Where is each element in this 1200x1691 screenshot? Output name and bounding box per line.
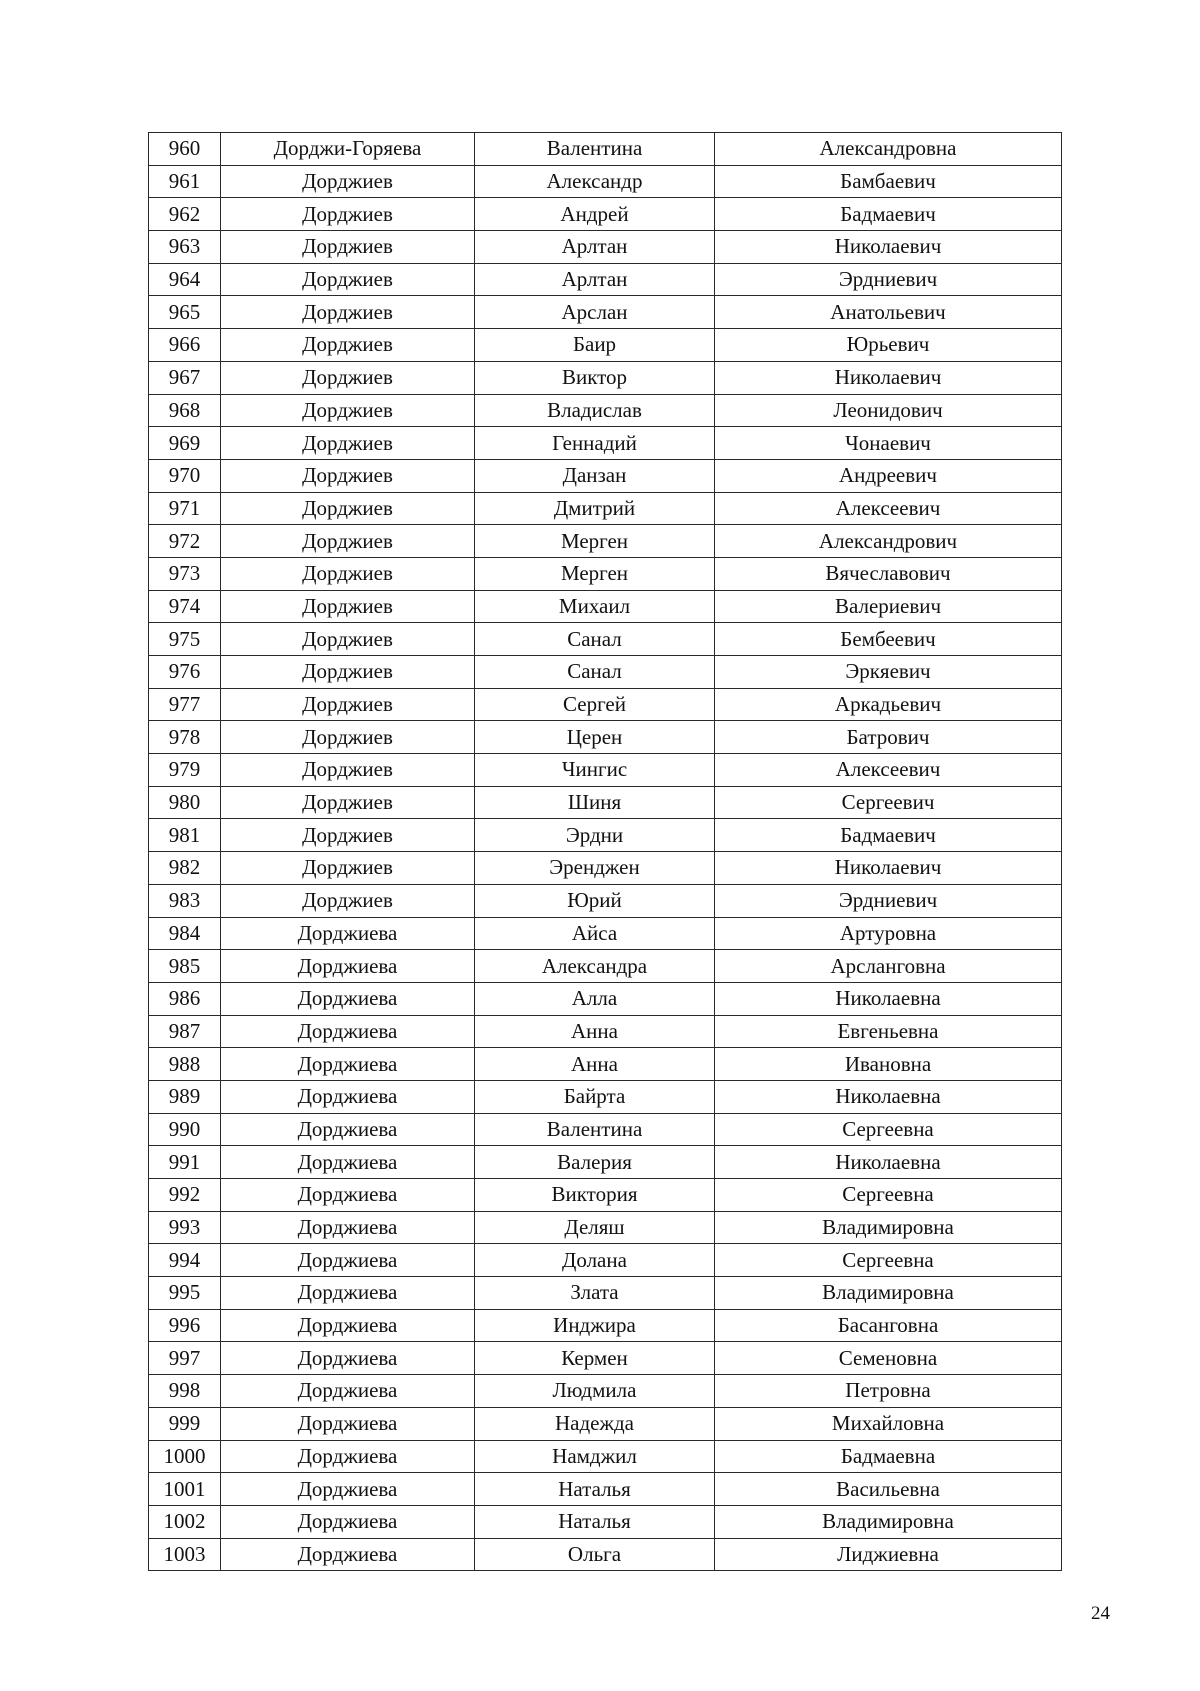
first-name: Эренджен	[475, 852, 715, 885]
row-number: 968	[149, 394, 221, 427]
last-name: Дорджиев	[221, 263, 475, 296]
first-name: Анна	[475, 1048, 715, 1081]
table-row	[149, 688, 1062, 721]
table-row	[149, 1440, 1062, 1473]
last-name: Дорджиев	[221, 198, 475, 231]
last-name: Дорджиева	[221, 1505, 475, 1538]
first-name: Эрдни	[475, 819, 715, 852]
first-name: Сергей	[475, 688, 715, 721]
table-row	[149, 884, 1062, 917]
last-name: Дорджи-Горяева	[221, 133, 475, 166]
patronymic: Вячеславович	[715, 557, 1062, 590]
table-row	[149, 590, 1062, 623]
first-name: Александра	[475, 950, 715, 983]
patronymic: Эрдниевич	[715, 884, 1062, 917]
first-name: Андрей	[475, 198, 715, 231]
first-name: Байрта	[475, 1080, 715, 1113]
row-number: 971	[149, 492, 221, 525]
first-name: Арлтан	[475, 263, 715, 296]
table-row	[149, 296, 1062, 329]
first-name: Шиня	[475, 786, 715, 819]
last-name: Дорджиев	[221, 459, 475, 492]
patronymic: Михайловна	[715, 1407, 1062, 1440]
last-name: Дорджиев	[221, 525, 475, 558]
last-name: Дорджиева	[221, 982, 475, 1015]
row-number: 977	[149, 688, 221, 721]
first-name: Геннадий	[475, 427, 715, 460]
row-number: 996	[149, 1309, 221, 1342]
table-row	[149, 133, 1062, 166]
patronymic: Александровна	[715, 133, 1062, 166]
first-name: Деляш	[475, 1211, 715, 1244]
table-row	[149, 982, 1062, 1015]
row-number: 966	[149, 329, 221, 362]
first-name: Людмила	[475, 1375, 715, 1408]
patronymic: Арсланговна	[715, 950, 1062, 983]
row-number: 983	[149, 884, 221, 917]
table-row	[149, 721, 1062, 754]
table-row	[149, 557, 1062, 590]
patronymic: Эрдниевич	[715, 263, 1062, 296]
row-number: 964	[149, 263, 221, 296]
first-name: Дмитрий	[475, 492, 715, 525]
last-name: Дорджиева	[221, 1080, 475, 1113]
last-name: Дорджиев	[221, 721, 475, 754]
patronymic: Николаевна	[715, 982, 1062, 1015]
table-row	[149, 1277, 1062, 1310]
row-number: 965	[149, 296, 221, 329]
table-row	[149, 394, 1062, 427]
last-name: Дорджиева	[221, 1211, 475, 1244]
row-number: 970	[149, 459, 221, 492]
last-name: Дорджиев	[221, 623, 475, 656]
last-name: Дорджиев	[221, 590, 475, 623]
row-number: 982	[149, 852, 221, 885]
last-name: Дорджиев	[221, 492, 475, 525]
last-name: Дорджиева	[221, 950, 475, 983]
table-row	[149, 1179, 1062, 1212]
last-name: Дорджиева	[221, 1375, 475, 1408]
last-name: Дорджиева	[221, 1342, 475, 1375]
last-name: Дорджиев	[221, 296, 475, 329]
table-row	[149, 950, 1062, 983]
table-row	[149, 329, 1062, 362]
table-row	[149, 427, 1062, 460]
patronymic: Сергеевна	[715, 1113, 1062, 1146]
last-name: Дорджиева	[221, 1244, 475, 1277]
last-name: Дорджиев	[221, 361, 475, 394]
first-name: Айса	[475, 917, 715, 950]
row-number: 969	[149, 427, 221, 460]
last-name: Дорджиева	[221, 1538, 475, 1571]
table-row	[149, 263, 1062, 296]
table-row	[149, 198, 1062, 231]
first-name: Санал	[475, 656, 715, 689]
patronymic: Валериевич	[715, 590, 1062, 623]
table-row	[149, 1342, 1062, 1375]
patronymic: Артуровна	[715, 917, 1062, 950]
row-number: 967	[149, 361, 221, 394]
table-row	[149, 656, 1062, 689]
row-number: 994	[149, 1244, 221, 1277]
patronymic: Александрович	[715, 525, 1062, 558]
row-number: 998	[149, 1375, 221, 1408]
patronymic: Николаевна	[715, 1146, 1062, 1179]
patronymic: Эркяевич	[715, 656, 1062, 689]
row-number: 974	[149, 590, 221, 623]
first-name: Михаил	[475, 590, 715, 623]
first-name: Виктория	[475, 1179, 715, 1212]
first-name: Валентина	[475, 1113, 715, 1146]
first-name: Юрий	[475, 884, 715, 917]
patronymic: Владимировна	[715, 1505, 1062, 1538]
patronymic: Бембеевич	[715, 623, 1062, 656]
first-name: Владислав	[475, 394, 715, 427]
first-name: Ольга	[475, 1538, 715, 1571]
table-row	[149, 819, 1062, 852]
last-name: Дорджиев	[221, 557, 475, 590]
patronymic: Басанговна	[715, 1309, 1062, 1342]
table-row	[149, 492, 1062, 525]
patronymic: Бадмаевич	[715, 819, 1062, 852]
row-number: 1000	[149, 1440, 221, 1473]
first-name: Арслан	[475, 296, 715, 329]
names-table	[148, 132, 1062, 1571]
table-row	[149, 361, 1062, 394]
patronymic: Аркадьевич	[715, 688, 1062, 721]
first-name: Мерген	[475, 525, 715, 558]
last-name: Дорджиева	[221, 917, 475, 950]
table-row	[149, 1375, 1062, 1408]
patronymic: Алексеевич	[715, 754, 1062, 787]
row-number: 1001	[149, 1473, 221, 1506]
patronymic: Николаевич	[715, 231, 1062, 264]
last-name: Дорджиев	[221, 852, 475, 885]
last-name: Дорджиева	[221, 1048, 475, 1081]
row-number: 999	[149, 1407, 221, 1440]
table-row	[149, 525, 1062, 558]
patronymic: Владимировна	[715, 1211, 1062, 1244]
table-row	[149, 917, 1062, 950]
first-name: Валерия	[475, 1146, 715, 1179]
patronymic: Андреевич	[715, 459, 1062, 492]
first-name: Валентина	[475, 133, 715, 166]
patronymic: Бадмаевич	[715, 198, 1062, 231]
table-row	[149, 786, 1062, 819]
page-number: 24	[1091, 1603, 1110, 1624]
row-number: 1003	[149, 1538, 221, 1571]
table-row	[149, 1407, 1062, 1440]
table-row	[149, 1473, 1062, 1506]
patronymic: Алексеевич	[715, 492, 1062, 525]
row-number: 984	[149, 917, 221, 950]
first-name: Церен	[475, 721, 715, 754]
patronymic: Бадмаевна	[715, 1440, 1062, 1473]
row-number: 985	[149, 950, 221, 983]
patronymic: Николаевич	[715, 361, 1062, 394]
last-name: Дорджиева	[221, 1473, 475, 1506]
row-number: 997	[149, 1342, 221, 1375]
patronymic: Лиджиевна	[715, 1538, 1062, 1571]
last-name: Дорджиева	[221, 1440, 475, 1473]
patronymic: Анатольевич	[715, 296, 1062, 329]
row-number: 960	[149, 133, 221, 166]
table-row	[149, 623, 1062, 656]
first-name: Злата	[475, 1277, 715, 1310]
table-row	[149, 1080, 1062, 1113]
patronymic: Владимировна	[715, 1277, 1062, 1310]
last-name: Дорджиев	[221, 656, 475, 689]
last-name: Дорджиева	[221, 1113, 475, 1146]
first-name: Санал	[475, 623, 715, 656]
last-name: Дорджиева	[221, 1309, 475, 1342]
row-number: 991	[149, 1146, 221, 1179]
last-name: Дорджиев	[221, 165, 475, 198]
patronymic: Сергеевна	[715, 1244, 1062, 1277]
last-name: Дорджиев	[221, 786, 475, 819]
patronymic: Васильевна	[715, 1473, 1062, 1506]
table-row	[149, 852, 1062, 885]
first-name: Наталья	[475, 1505, 715, 1538]
last-name: Дорджиев	[221, 884, 475, 917]
first-name: Мерген	[475, 557, 715, 590]
first-name: Баир	[475, 329, 715, 362]
patronymic: Чонаевич	[715, 427, 1062, 460]
row-number: 973	[149, 557, 221, 590]
table-row	[149, 231, 1062, 264]
table-row	[149, 1015, 1062, 1048]
table-row	[149, 1113, 1062, 1146]
row-number: 993	[149, 1211, 221, 1244]
row-number: 989	[149, 1080, 221, 1113]
row-number: 978	[149, 721, 221, 754]
table-row	[149, 1309, 1062, 1342]
row-number: 975	[149, 623, 221, 656]
patronymic: Ивановна	[715, 1048, 1062, 1081]
row-number: 981	[149, 819, 221, 852]
patronymic: Сергеевич	[715, 786, 1062, 819]
last-name: Дорджиева	[221, 1277, 475, 1310]
first-name: Кермен	[475, 1342, 715, 1375]
row-number: 980	[149, 786, 221, 819]
row-number: 972	[149, 525, 221, 558]
patronymic: Николаевич	[715, 852, 1062, 885]
first-name: Виктор	[475, 361, 715, 394]
row-number: 990	[149, 1113, 221, 1146]
row-number: 976	[149, 656, 221, 689]
first-name: Наталья	[475, 1473, 715, 1506]
row-number: 995	[149, 1277, 221, 1310]
patronymic: Батрович	[715, 721, 1062, 754]
last-name: Дорджиев	[221, 329, 475, 362]
table-row	[149, 1505, 1062, 1538]
first-name: Александр	[475, 165, 715, 198]
first-name: Анна	[475, 1015, 715, 1048]
first-name: Чингис	[475, 754, 715, 787]
table-row	[149, 165, 1062, 198]
patronymic: Евгеньевна	[715, 1015, 1062, 1048]
row-number: 986	[149, 982, 221, 1015]
table-row	[149, 1244, 1062, 1277]
table-row	[149, 459, 1062, 492]
last-name: Дорджиева	[221, 1015, 475, 1048]
row-number: 1002	[149, 1505, 221, 1538]
first-name: Надежда	[475, 1407, 715, 1440]
table-row	[149, 1048, 1062, 1081]
table-row	[149, 1146, 1062, 1179]
patronymic: Петровна	[715, 1375, 1062, 1408]
patronymic: Николаевна	[715, 1080, 1062, 1113]
patronymic: Сергеевна	[715, 1179, 1062, 1212]
row-number: 963	[149, 231, 221, 264]
row-number: 961	[149, 165, 221, 198]
last-name: Дорджиев	[221, 394, 475, 427]
first-name: Долана	[475, 1244, 715, 1277]
patronymic: Семеновна	[715, 1342, 1062, 1375]
last-name: Дорджиева	[221, 1407, 475, 1440]
last-name: Дорджиев	[221, 819, 475, 852]
patronymic: Леонидович	[715, 394, 1062, 427]
first-name: Инджира	[475, 1309, 715, 1342]
last-name: Дорджиев	[221, 427, 475, 460]
first-name: Намджил	[475, 1440, 715, 1473]
row-number: 987	[149, 1015, 221, 1048]
row-number: 962	[149, 198, 221, 231]
table-row	[149, 754, 1062, 787]
patronymic: Бамбаевич	[715, 165, 1062, 198]
last-name: Дорджиева	[221, 1146, 475, 1179]
row-number: 988	[149, 1048, 221, 1081]
table-row	[149, 1538, 1062, 1571]
patronymic: Юрьевич	[715, 329, 1062, 362]
row-number: 979	[149, 754, 221, 787]
first-name: Алла	[475, 982, 715, 1015]
last-name: Дорджиев	[221, 231, 475, 264]
last-name: Дорджиева	[221, 1179, 475, 1212]
last-name: Дорджиев	[221, 688, 475, 721]
row-number: 992	[149, 1179, 221, 1212]
table-row	[149, 1211, 1062, 1244]
first-name: Данзан	[475, 459, 715, 492]
first-name: Арлтан	[475, 231, 715, 264]
last-name: Дорджиев	[221, 754, 475, 787]
